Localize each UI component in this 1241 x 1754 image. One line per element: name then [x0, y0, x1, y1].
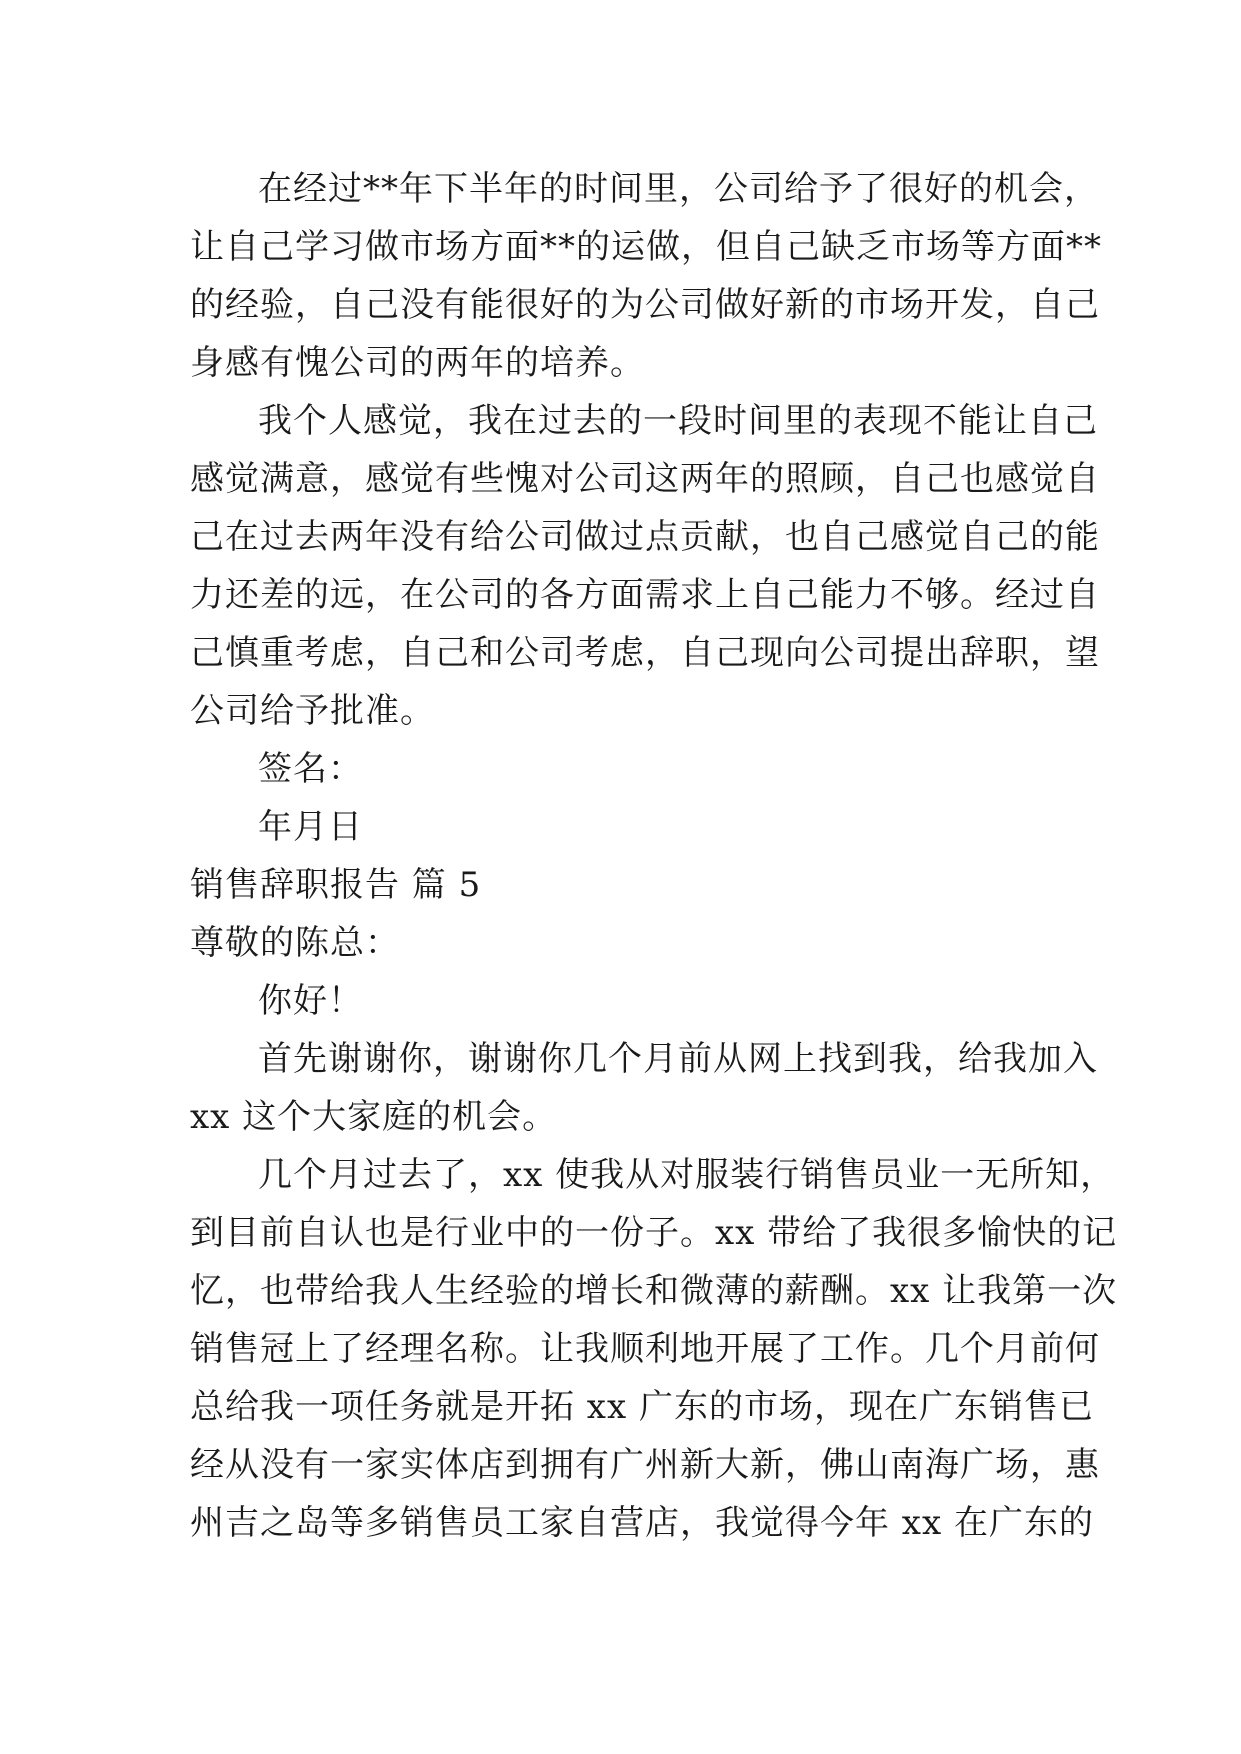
- text-line: 州吉之岛等多销售员工家自营店，我觉得今年 xx 在广东的: [190, 1503, 1094, 1543]
- section-heading: 销售辞职报告 篇 5: [190, 865, 482, 905]
- document-page: [190, 160, 1118, 1552]
- paragraph: [190, 1146, 1118, 1552]
- text-line: 到目前自认也是行业中的一份子。xx 带给了我很多愉快的记: [190, 1213, 1118, 1253]
- text-line: 几个月过去了，xx 使我从对服装行销售员业一无所知，: [258, 1155, 1116, 1195]
- text-line: 己慎重考虑，自己和公司考虑，自己现向公司提出辞职，望: [190, 633, 1100, 673]
- text-line: 己在过去两年没有给公司做过点贡献，也自己感觉自己的能: [190, 517, 1100, 557]
- text-line: 经从没有一家实体店到拥有广州新大新，佛山南海广场，惠: [190, 1445, 1100, 1485]
- paragraph: [190, 1030, 1098, 1146]
- text-line: 力还差的远，在公司的各方面需求上自己能力不够。经过自: [190, 575, 1100, 615]
- text-line: 的经验，自己没有能很好的为公司做好新的市场开发，自己: [190, 285, 1100, 325]
- text-line: 公司给予批准。: [190, 691, 435, 731]
- signature-label: 签名：: [258, 749, 363, 789]
- text-line: xx 这个大家庭的机会。: [190, 1097, 558, 1137]
- text-line: 在经过**年下半年的时间里，公司给予了很好的机会，: [258, 169, 1099, 209]
- text-line: 总给我一项任务就是开拓 xx 广东的市场，现在广东销售已: [190, 1387, 1094, 1427]
- salutation: 尊敬的陈总：: [190, 923, 400, 963]
- text-line: 感觉满意，感觉有些愧对公司这两年的照顾，自己也感觉自: [190, 459, 1100, 499]
- date-label: 年月日: [258, 807, 363, 847]
- text-line: 身感有愧公司的两年的培养。: [190, 343, 645, 383]
- text-line: 销售冠上了经理名称。让我顺利地开展了工作。几个月前何: [190, 1329, 1100, 1369]
- text-line: 首先谢谢你，谢谢你几个月前从网上找到我，给我加入: [258, 1039, 1098, 1079]
- paragraph: [190, 392, 1100, 740]
- text-line: 忆，也带给我人生经验的增长和微薄的薪酬。xx 让我第一次: [190, 1271, 1118, 1311]
- greeting: 你好！: [258, 981, 363, 1021]
- paragraph: [190, 160, 1102, 392]
- text-line: 我个人感觉，我在过去的一段时间里的表现不能让自己: [258, 401, 1098, 441]
- text-line: 让自己学习做市场方面**的运做，但自己缺乏市场等方面**: [190, 227, 1102, 267]
